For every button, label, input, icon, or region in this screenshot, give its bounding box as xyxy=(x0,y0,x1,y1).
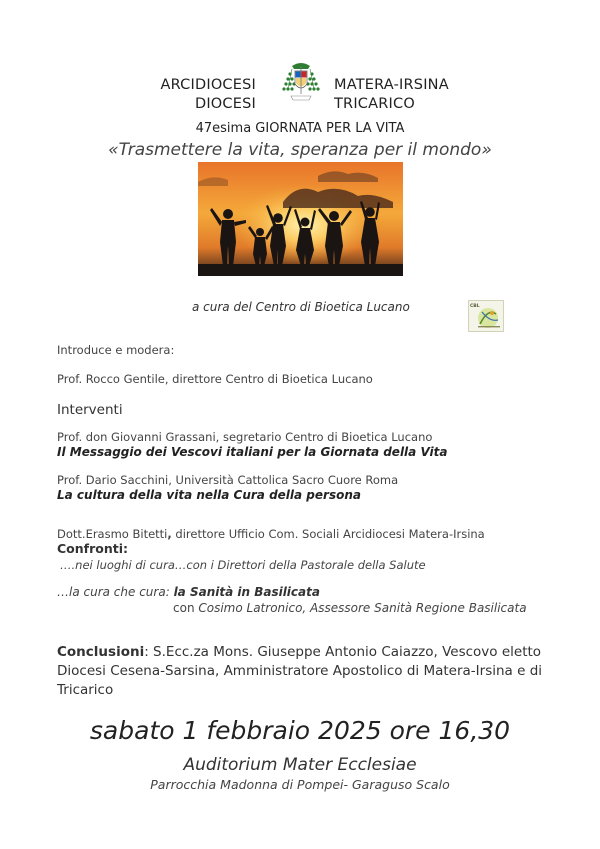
event-title: 47esima GIORNATA PER LA VITA xyxy=(195,121,405,136)
speaker-1-name: Prof. don Giovanni Grassani, segretario Centro di Bioetica Lucano xyxy=(57,430,433,444)
event-date: sabato 1 febbraio 2025 ore 16,30 xyxy=(89,716,511,745)
confronti-speaker-name: Dott.Erasmo Bitetti xyxy=(57,527,168,541)
conclusioni-block xyxy=(57,643,557,700)
diocese-label: DIOCESI xyxy=(194,96,256,112)
confronti-label: Confronti: xyxy=(57,541,129,556)
curator-line: a cura del Centro di Bioetica Lucano xyxy=(192,300,410,314)
archdiocese-label: ARCIDIOCESI xyxy=(160,77,256,93)
moderator-name: Prof. Rocco Gentile, direttore Centro di Bioetica Lucano xyxy=(57,372,373,386)
confronti-line-3 xyxy=(173,601,527,615)
logo-acronym: CBL xyxy=(470,304,480,309)
confronti-speaker-comma: , xyxy=(167,527,172,541)
header-right-block xyxy=(334,76,474,114)
conclusioni-label: Conclusioni xyxy=(57,644,145,660)
event-theme: «Trasmettere la vita, speranza per il mondo» xyxy=(108,140,492,160)
confronti-line-3-italic: Cosimo Latronico, Assessore Sanità Regione Basilicata xyxy=(198,601,527,615)
speaker-2-talk-title: La cultura della vita nella Cura della persona xyxy=(57,488,361,502)
speaker-2-name: Prof. Dario Sacchini, Università Cattolica Sacro Cuore Roma xyxy=(57,473,399,487)
confronti-speaker xyxy=(57,527,485,541)
event-venue: Auditorium Mater Ecclesiae xyxy=(183,755,417,775)
bioethics-center-logo xyxy=(468,300,504,332)
episcopal-crest-icon xyxy=(278,60,324,106)
family-sunset-photo xyxy=(198,162,403,276)
header-left-block xyxy=(150,76,256,114)
confronti-line-2 xyxy=(57,585,320,599)
confronti-line-2-prefix: …la cura che cura: xyxy=(57,585,174,599)
event-parish: Parrocchia Madonna di Pompei- Garaguso Scalo xyxy=(150,777,450,792)
confronti-speaker-role: direttore Ufficio Com. Sociali Arcidiocesi Matera-Irsina xyxy=(171,527,485,541)
confronti-line-1: ….nei luoghi di cura…con i Direttori della Pastorale della Salute xyxy=(60,558,426,572)
confronti-line-3-prefix: con xyxy=(173,601,199,615)
confronti-line-2-bold: la Sanità in Basilicata xyxy=(173,585,320,599)
tricarico-label: TRICARICO xyxy=(334,96,415,112)
speaker-1-talk-title: Il Messaggio dei Vescovi italiani per la Giornata della Vita xyxy=(57,445,448,459)
interventi-heading: Interventi xyxy=(57,402,123,418)
moderation-label: Introduce e modera: xyxy=(57,343,175,357)
conclusioni-text: : S.Ecc.za Mons. Giuseppe Antonio Caiazzo, Vescovo eletto Diocesi Cesena-Sarsina, Amministratore Apostolico di Matera-Irsina e di Tricarico xyxy=(57,644,543,698)
matera-irsina-label: MATERA-IRSINA xyxy=(334,77,449,93)
